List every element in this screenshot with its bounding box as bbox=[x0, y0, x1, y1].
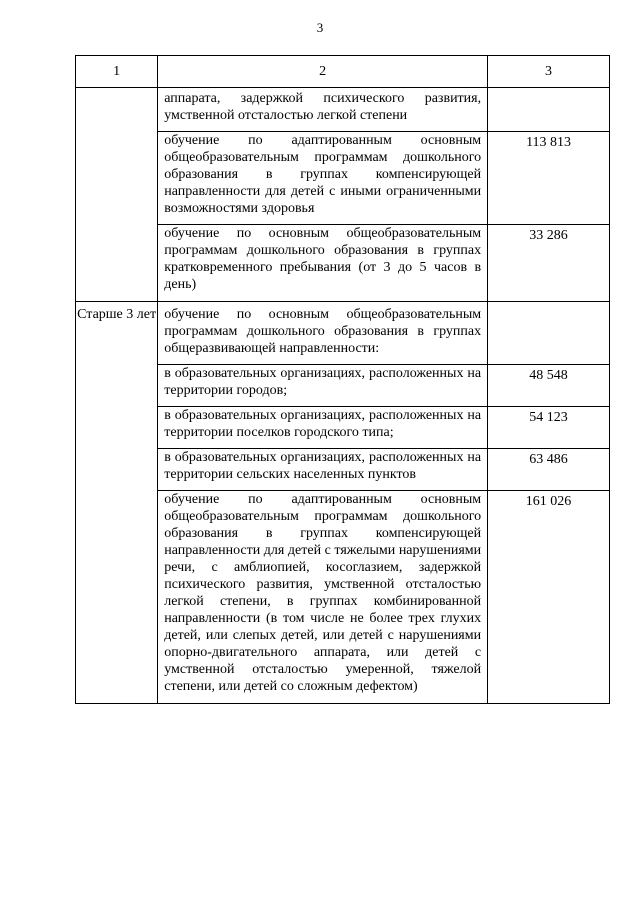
row-value: 161 026 bbox=[488, 491, 610, 704]
row-description: в образовательных организациях, расположенных на территории сельских населенных пунктов bbox=[158, 449, 488, 491]
funding-table bbox=[75, 55, 610, 704]
row-description: обучение по адаптированным основным общеобразовательным программам дошкольного образования в группах компенсирующей направленности для детей с тяжелыми нарушениями речи, с амблиопией, косоглазием, задержкой психического развития, умственной отсталостью легкой степени, в группах комбинированной направленности (в том числе не более трех глухих детей, или слепых детей, или детей с нарушениями опорно-двигательного аппарата, или детей с умственной отсталостью умеренной, тяжелой степени, или детей со сложным дефектом) bbox=[158, 491, 488, 704]
page-number: 3 bbox=[316, 20, 324, 35]
table-row bbox=[76, 302, 610, 365]
row-value: 63 486 bbox=[488, 449, 610, 491]
age-cell-empty bbox=[76, 88, 158, 302]
age-group-label: Старше 3 лет bbox=[76, 302, 158, 704]
table-row bbox=[76, 88, 610, 132]
row-description: обучение по адаптированным основным общеобразовательным программам дошкольного образования в группах компенсирующей направленности для детей с иными ограниченными возможностями здоровья bbox=[158, 132, 488, 225]
row-description: аппарата, задержкой психического развития, умственной отсталостью легкой степени bbox=[158, 88, 488, 132]
row-value: 33 286 bbox=[488, 225, 610, 302]
header-col-1: 1 bbox=[76, 56, 158, 88]
header-col-2: 2 bbox=[158, 56, 488, 88]
row-value: 48 548 bbox=[488, 365, 610, 407]
row-description: в образовательных организациях, расположенных на территории поселков городского типа; bbox=[158, 407, 488, 449]
row-value: 54 123 bbox=[488, 407, 610, 449]
row-value bbox=[488, 88, 610, 132]
row-description: обучение по основным общеобразовательным программам дошкольного образования в группах кратковременного пребывания (от 3 до 5 часов в день) bbox=[158, 225, 488, 302]
header-row bbox=[76, 56, 610, 88]
row-description: обучение по основным общеобразовательным программам дошкольного образования в группах общеразвивающей направленности: bbox=[158, 302, 488, 365]
row-value: 113 813 bbox=[488, 132, 610, 225]
header-col-3: 3 bbox=[488, 56, 610, 88]
row-description: в образовательных организациях, расположенных на территории городов; bbox=[158, 365, 488, 407]
row-value bbox=[488, 302, 610, 365]
